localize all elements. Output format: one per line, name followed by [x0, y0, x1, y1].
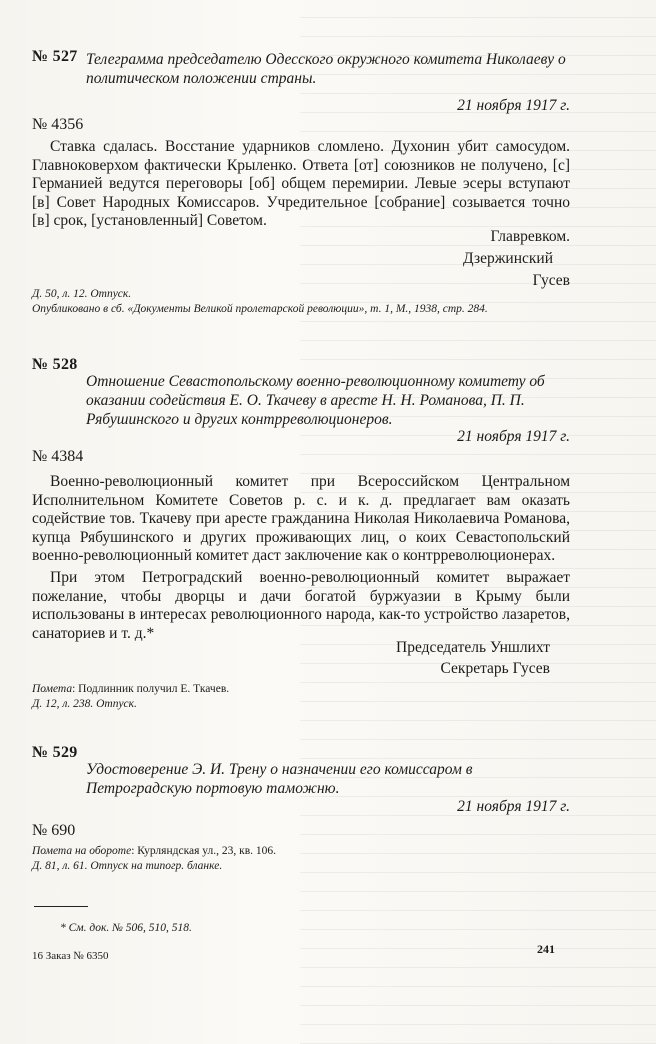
doc-528-archive-note: Д. 12, л. 238. Отпуск.: [32, 698, 137, 710]
doc-527-date: 21 ноября 1917 г.: [457, 97, 570, 114]
doc-527-body: Ставка сдалась. Восстание ударников сломлено. Духонин убит самосудом. Главноковерхом фактически Крыленко. Ответа [от] союзников не получено, [с] Германией ведутся переговоры [об] общем перемирии. Левые эсеры вступают [в] Совет Народных Комиссаров. Учредительное [собрание] созывается точно [в] срок, [установленный] Советом.: [32, 138, 570, 229]
footnote: * См. док. № 506, 510, 518.: [60, 922, 192, 934]
doc-527-signature-1: Главревком.: [490, 228, 570, 245]
doc-528-number: № 528: [32, 356, 78, 373]
doc-527-number: № 527: [32, 48, 78, 65]
note-label: Помета: [32, 683, 73, 695]
doc-528-paragraph-2: При этом Петроградский военно-революционный комитет выражает пожелание, чтобы дворцы и дачи богатой буржуазии в Крыму были использованы в интересах революционного народа, как-то устройство лазаретов, санаториев и т. д.*: [32, 569, 570, 642]
doc-529-number: № 529: [32, 744, 78, 761]
footnote-divider: [34, 906, 88, 907]
printer-signature-mark: 16 Заказ № 6350: [32, 950, 109, 962]
doc-527-archive-note: Д. 50, л. 12. Отпуск.: [32, 288, 132, 300]
doc-528-signature-chair: Председатель Уншлихт: [396, 639, 550, 656]
doc-529-reg-number: № 690: [32, 822, 76, 839]
note-label: Помета на обороте: [32, 845, 132, 857]
doc-528-signature-secretary: Секретарь Гусев: [440, 660, 550, 677]
doc-527-heading: Телеграмма председателю Одесского окружного комитета Николаеву о политическом положении страны.: [86, 51, 566, 87]
note-text: : Подлинник получил Е. Ткачев.: [72, 683, 230, 695]
doc-528-mark-note: [32, 682, 570, 697]
doc-528-heading: Отношение Севастопольскому военно-революционному комитету об оказании содействия Е. О. Ткачеву в аресте Н. Н. Романова, П. П. Рябушинского и других контрреволюционеров.: [86, 373, 545, 428]
doc-527-signature-3: Гусев: [532, 272, 570, 289]
doc-529-archive-note: Д. 81, л. 61. Отпуск на типогр. бланке.: [32, 860, 223, 872]
page-number: 241: [537, 942, 555, 956]
doc-527-signature-2: Дзержинский: [462, 250, 553, 267]
doc-529-heading: Удостоверение Э. И. Трену о назначении его комиссаром в Петроградскую портовую таможню.: [86, 761, 473, 797]
doc-528-paragraph-1: Военно-революционный комитет при Всероссийском Центральном Исполнительном Комитете Советов р. с. и к. д. предлагает вам оказать содействие тов. Ткачеву при аресте гражданина Николая Николаевича Романова, купца Рябушинского и других проживающих лиц, о коих Севастопольский военно-революционный комитет даст заключение как о контрреволюционерах.: [32, 473, 570, 564]
doc-529-mark-note: [32, 844, 570, 859]
doc-527-reg-number: № 4356: [32, 116, 84, 133]
doc-528-date: 21 ноября 1917 г.: [457, 428, 570, 445]
doc-527-publication-note: Опубликовано в сб. «Документы Великой пролетарской революции», т. 1, М., 1938, стр. 284.: [32, 303, 488, 315]
note-text: : Курляндская ул., 23, кв. 106.: [131, 845, 276, 857]
doc-529-date: 21 ноября 1917 г.: [457, 798, 570, 815]
doc-528-reg-number: № 4384: [32, 448, 84, 465]
